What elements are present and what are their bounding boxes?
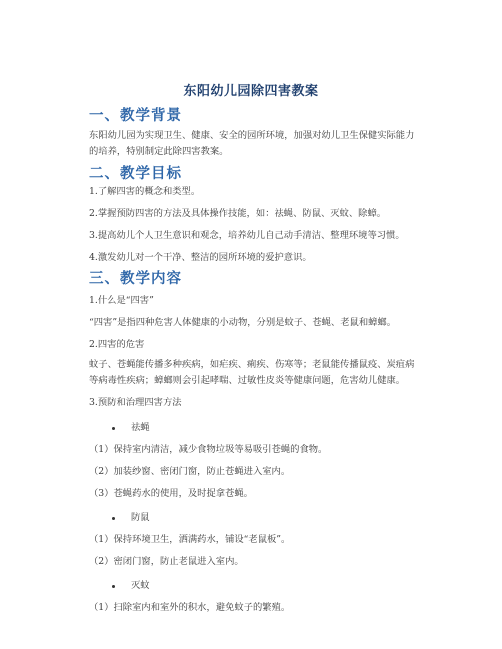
method-step: （1）保持室内清洁，减少食物垃圾等易吸引苍蝇的食物。 bbox=[89, 444, 328, 455]
method-step: （2）密闭门窗，防止老鼠进入室内。 bbox=[89, 556, 244, 567]
document-title: 东阳幼儿园除四害教案 bbox=[183, 84, 319, 99]
bullet-dot-icon bbox=[112, 585, 115, 588]
content-item: “四害”是指四种危害人体健康的小动物，分别是蚊子、苍蝇、老鼠和蟑螂。 bbox=[89, 317, 397, 328]
bullet-dot-icon bbox=[112, 517, 115, 520]
method-bullet bbox=[112, 578, 150, 594]
section-heading-objectives: 二、教学目标 bbox=[89, 165, 182, 182]
background-paragraph: 东阳幼儿园为实现卫生、健康、安全的园所环境，加强对幼儿卫生保健实际能力的培养，特别制定此除四害教案。 bbox=[89, 130, 415, 157]
content-item: 蚊子、苍蝇能传播多种疾病，如疟疾、痢疾、伤寒等；老鼠能传播鼠疫、炭疽病等病毒性疾病；蟑螂则会引起哮喘、过敏性皮炎等健康问题，危害幼儿健康。 bbox=[89, 359, 415, 386]
content-item: 1.什么是“四害” bbox=[89, 295, 154, 306]
method-bullet-label: 灭蚊 bbox=[131, 580, 150, 591]
method-step: （1）保持环境卫生，洒满药水，铺设“老鼠板”。 bbox=[89, 534, 291, 545]
section-heading-background: 一、教学背景 bbox=[89, 107, 182, 124]
bullet-dot-icon bbox=[112, 427, 115, 430]
objective-item: 1.了解四害的概念和类型。 bbox=[89, 186, 201, 197]
objective-item: 4.激发幼儿对一个干净、整洁的园所环境的爱护意识。 bbox=[89, 252, 312, 263]
method-step: （2）加装纱窗、密闭门窗，防止苍蝇进入室内。 bbox=[89, 466, 291, 477]
method-bullet-label: 祛蝇 bbox=[131, 422, 150, 433]
objective-item: 3.提高幼儿个人卫生意识和观念，培养幼儿自己动手清洁、整理环境等习惯。 bbox=[89, 230, 405, 241]
section-heading-content: 三、教学内容 bbox=[89, 270, 182, 287]
method-bullet bbox=[112, 510, 150, 526]
method-bullet-label: 防鼠 bbox=[131, 512, 150, 523]
method-bullet bbox=[112, 420, 150, 436]
method-step: （1）扫除室内和室外的积水，避免蚊子的繁殖。 bbox=[89, 602, 291, 613]
method-step: （3）苍蝇药水的使用，及时捉拿苍蝇。 bbox=[89, 488, 253, 499]
content-item: 2.四害的危害 bbox=[89, 339, 145, 350]
content-item: 3.预防和治理四害方法 bbox=[89, 397, 182, 408]
objective-item: 2.掌握预防四害的方法及具体操作技能，如：祛蝇、防鼠、灭蚊、除蟑。 bbox=[89, 208, 387, 219]
